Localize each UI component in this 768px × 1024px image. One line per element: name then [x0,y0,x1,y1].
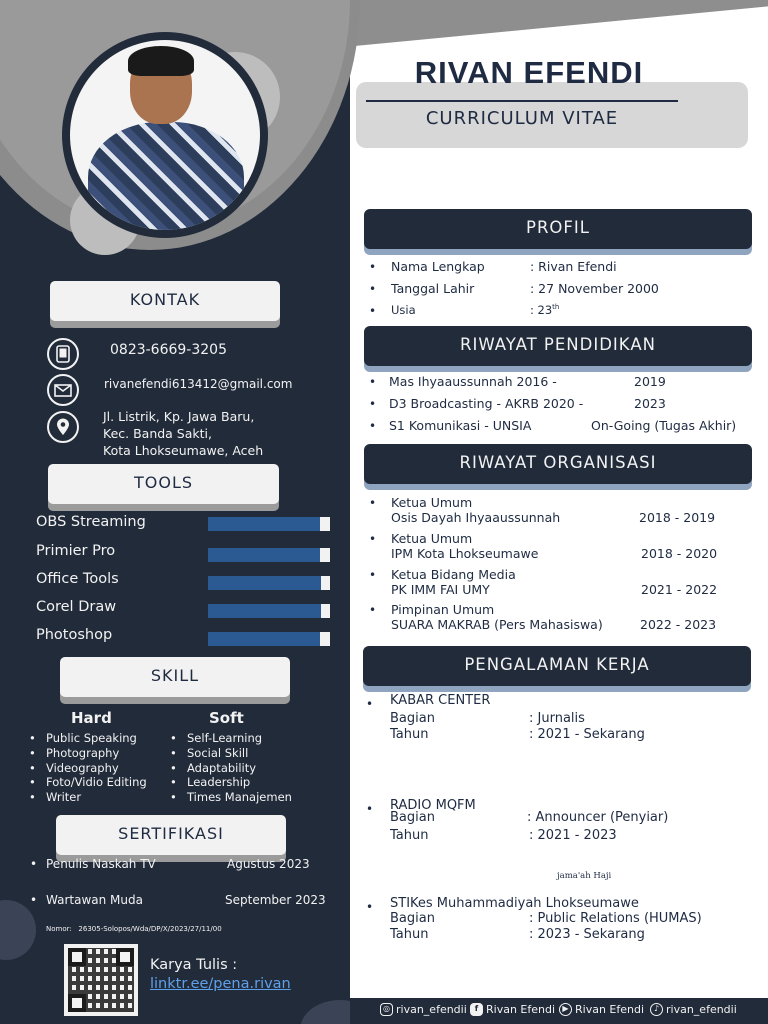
tool-level-bar [208,548,330,562]
job-bagian-value: : Jurnalis [529,711,585,726]
tool-name: Corel Draw [36,599,117,615]
org-period: 2022 - 2023 [640,617,717,632]
skill-hard-title: Hard [71,709,112,727]
org-role: Ketua Umum [391,531,473,546]
org-period: 2018 - 2020 [641,546,718,561]
job-tahun-label: Tahun [390,828,429,843]
job-company: KABAR CENTER [390,693,491,708]
cert-number: Nomor: 26305-Solopos/Wda/DP/X/2023/27/11/00 [46,925,222,933]
education-school: Mas Ihyaaussunnah 2016 - [389,374,557,389]
cert-bullet: • [30,893,38,907]
org-role: Ketua Bidang Media [391,567,516,582]
org-role: Pimpinan Umum [391,602,495,617]
contact-phone[interactable]: 0823-6669-3205 [110,342,227,358]
writing-link[interactable]: linktr.ee/pena.rivan [150,976,291,992]
list-item: • Writer [29,790,147,805]
social-instagram[interactable]: ◎ rivan_efendii [380,1003,467,1016]
section-title-skill: SKILL [60,657,290,697]
org-role: Ketua Umum [391,495,473,510]
hard-skill-list [29,731,147,805]
section-title-contact: KONTAK [50,281,280,321]
education-school: S1 Komunikasi - UNSIA [389,418,532,433]
org-name: Osis Dayah Ihyaaussunnah [391,510,561,525]
tool-level-bar [208,604,330,618]
list-item: • Photography [29,746,147,761]
tool-name: Photoshop [36,627,113,643]
cert-date: Agustus 2023 [227,857,310,871]
profile-label: Nama Lengkap [391,259,485,274]
tool-level-bar [208,576,330,590]
org-period: 2021 - 2022 [641,582,718,597]
org-name: SUARA MAKRAB (Pers Mahasiswa) [391,617,603,632]
list-item: • Videography [29,761,147,776]
job-bagian-label: Bagian [390,711,435,726]
cert-name: Wartawan Muda [46,893,143,907]
section-title-experience: PENGALAMAN KERJA [363,646,751,686]
section-title-tools: TOOLS [48,464,279,504]
section-title-education: RIWAYAT PENDIDIKAN [364,326,752,366]
profile-photo [70,40,260,230]
education-year: On-Going (Tugas Akhir) [591,418,737,433]
profile-label: Usia [391,303,416,317]
list-item: • Self-Learning [170,731,292,746]
job-bagian-value: : Public Relations (HUMAS) [529,911,702,926]
social-tiktok[interactable]: ♪ rivan_efendii [650,1003,737,1016]
social-facebook[interactable]: f Rivan Efendi [470,1003,555,1016]
job-bagian-label: Bagian [390,810,435,825]
list-item: • Times Manajemen [170,790,292,805]
page-title: RIVAN EFENDI [414,55,644,90]
writing-label: Karya Tulis : [150,957,238,973]
org-name: PK IMM FAI UMY [391,582,490,597]
education-year: 2023 [634,396,666,411]
education-school: D3 Broadcasting - AKRB 2020 - [389,396,584,411]
tool-name: Office Tools [36,571,119,587]
list-item: • Foto/Vidio Editing [29,775,147,790]
mail-icon [47,374,79,406]
cert-name: Penulis Naskah TV [46,857,156,871]
section-title-profile: PROFIL [364,209,752,249]
list-item: • Social Skill [170,746,292,761]
section-title-certification: SERTIFIKASI [56,815,286,855]
job-company: RADIO MQFM [390,798,476,813]
profile-value: : 27 November 2000 [530,281,659,296]
profile-value: : 23th [530,303,560,317]
list-item: • Public Speaking [29,731,147,746]
cert-bullet: • [30,857,38,871]
social-youtube[interactable]: ▶ Rivan Efendi [559,1003,644,1016]
contact-address: Jl. Listrik, Kp. Jawa Baru, Kec. Banda Sakti, Kota Lhokseumawe, Aceh [103,409,264,458]
youtube-icon: ▶ [559,1003,572,1016]
job-tahun-value: : 2021 - 2023 [529,828,617,843]
profile-label: Tanggal Lahir [391,281,475,296]
org-period: 2018 - 2019 [639,510,716,525]
stray-note: jama'ah Haji [557,871,612,881]
contact-email[interactable]: rivanefendi613412@gmail.com [104,377,293,391]
tool-name: Primier Pro [36,543,116,559]
job-company: STIKes Muhammadiyah Lhokseumawe [390,896,639,911]
qr-code[interactable] [64,944,138,1016]
tool-name: OBS Streaming [36,514,146,530]
list-item: • Leadership [170,775,292,790]
job-tahun-label: Tahun [390,727,429,742]
location-pin-icon [47,411,79,443]
org-name: IPM Kota Lhokseumawe [391,546,539,561]
list-item: • Adaptability [170,761,292,776]
job-tahun-label: Tahun [390,927,429,942]
page-subtitle: CURRICULUM VITAE [425,108,619,129]
section-title-organization: RIWAYAT ORGANISASI [364,444,752,484]
job-bagian-label: Bagian [390,911,435,926]
education-year: 2019 [634,374,666,389]
facebook-icon: f [470,1003,483,1016]
job-tahun-value: : 2021 - Sekarang [529,727,645,742]
tool-level-bar [208,632,330,646]
tiktok-icon: ♪ [650,1003,663,1016]
title-divider [366,100,678,102]
cert-date: September 2023 [225,893,326,907]
job-bagian-value: : Announcer (Penyiar) [527,810,669,825]
tool-level-bar [208,517,330,531]
instagram-icon: ◎ [380,1003,393,1016]
phone-icon [47,338,79,370]
profile-value: : Rivan Efendi [530,259,617,274]
skill-soft-title: Soft [209,709,244,727]
job-tahun-value: : 2023 - Sekarang [529,927,645,942]
soft-skill-list [170,731,292,805]
